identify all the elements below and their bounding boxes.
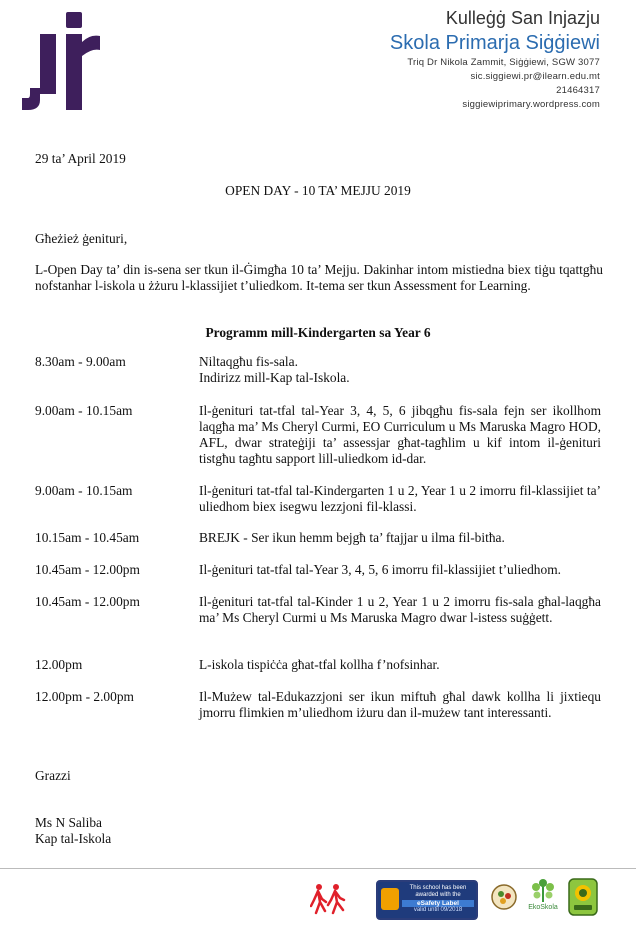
- letter-intro: L-Open Day ta’ din is-sena ser tkun il-Ġimgħa 10 ta’ Mejju. Dakinhar intom mistiedna biex tiġu tqattgħu nofstanhar l-iskola u żżuru l-klassijiet t’uliedkom. It-tema ser tkun Assessment for Learning.: [35, 262, 603, 293]
- schedule-description: Il-ġenituri tat-tfal tal-Year 3, 4, 5, 6 jibqgħu fis-sala fejn ser ikollhom laqgħa ma’ Ms Cheryl Curmi, EO Curriculum u Ms Maruska Magro HOD, AFL, dwar strateġiji ta’ assessjar għat-tagħlim u kif intom il-ġenituri tistgħu tagħtu sapport lill-uliedkom id-dar.: [199, 403, 601, 466]
- esafety-shield-icon: [381, 888, 399, 910]
- footer-divider: [0, 868, 636, 869]
- letter-closing: Grazzi: [35, 768, 71, 783]
- school-phone: 21464317: [556, 85, 600, 96]
- letter-title: OPEN DAY - 10 TA’ MEJJU 2019: [225, 183, 411, 198]
- schedule-time: 8.30am - 9.00am: [35, 354, 126, 369]
- schedule-time: 9.00am - 10.15am: [35, 483, 133, 498]
- schedule-time: 12.00pm - 2.00pm: [35, 689, 134, 704]
- schedule-description: Il-ġenituri tat-tfal tal-Kindergarten 1 u 2, Year 1 u 2 imorru fil-klassijiet ta’ uliedhom biex isegwu lezzjoni fil-klassi.: [199, 483, 601, 514]
- schedule-description: Il-ġenituri tat-tfal tal-Year 3, 4, 5, 6 imorru fil-klassijiet t’uliedhom.: [199, 562, 561, 577]
- esafety-line2: awarded with the: [415, 892, 461, 898]
- program-heading: Programm mill-Kindergarten sa Year 6: [205, 325, 431, 340]
- schedule-time: 10.15am - 10.45am: [35, 530, 140, 545]
- schedule-description: BREJK - Ser ikun hemm bejgħ ta’ ftajjar u ilma fil-bitħa.: [199, 530, 505, 545]
- health-logo-icon: [488, 880, 520, 914]
- esafety-valid: valid until 09/2018: [413, 907, 463, 913]
- esafety-line1: This school has been: [409, 885, 467, 891]
- schedule-description: L-iskola tispiċċa għat-tfal kollha f’nofsinhar.: [199, 657, 440, 672]
- college-name: Kulleġġ San Injazju: [445, 8, 600, 28]
- signatory-name: Ms N Saliba: [35, 815, 102, 830]
- green-school-logo-icon: [568, 878, 598, 916]
- schedule-description: Il-Mużew tal-Edukazzjoni ser ikun miftuħ għal dawk kollha li jixtiequ jmorru flimkien m’uliedhom iżuru dan il-mużew tant interessanti.: [199, 689, 601, 720]
- letter-date: 29 ta’ April 2019: [35, 151, 126, 166]
- school-address: Triq Dr Nikola Zammit, Siġġiewi, SGW 3077: [407, 57, 600, 68]
- schedule-time: 9.00am - 10.15am: [35, 403, 133, 418]
- school-header: [390, 6, 600, 112]
- schedule-time: 12.00pm: [35, 657, 83, 672]
- schedule-time: 10.45am - 12.00pm: [35, 594, 140, 609]
- schedule-description: Niltaqgħu fis-sala. Indirizz mill-Kap tal-Iskola.: [199, 354, 350, 385]
- ekoskola-label: EkoSkola: [528, 904, 558, 911]
- esafety-label-badge: [376, 880, 478, 920]
- letter-greeting: Għeżież ġenituri,: [35, 231, 128, 246]
- signatory-title: Kap tal-Iskola: [35, 831, 112, 846]
- sport-logo-icon: [310, 882, 352, 916]
- school-website: siggiewiprimary.wordpress.com: [462, 99, 600, 110]
- school-email: sic.siggiewi.pr@ilearn.edu.mt: [470, 71, 600, 82]
- school-name: Skola Primarja Siġġiewi: [389, 32, 600, 54]
- schedule-time: 10.45am - 12.00pm: [35, 562, 140, 577]
- school-logo: [22, 12, 100, 114]
- esafety-label-text: eSafety Label: [402, 900, 474, 907]
- schedule-description: Il-ġenituri tat-tfal tal-Kinder 1 u 2, Year 1 u 2 imorru fis-sala għal-laqgħa ma’ Ms Cheryl Curmi u Ms Maruska Magro dwar l-istess suġġett.: [199, 594, 601, 625]
